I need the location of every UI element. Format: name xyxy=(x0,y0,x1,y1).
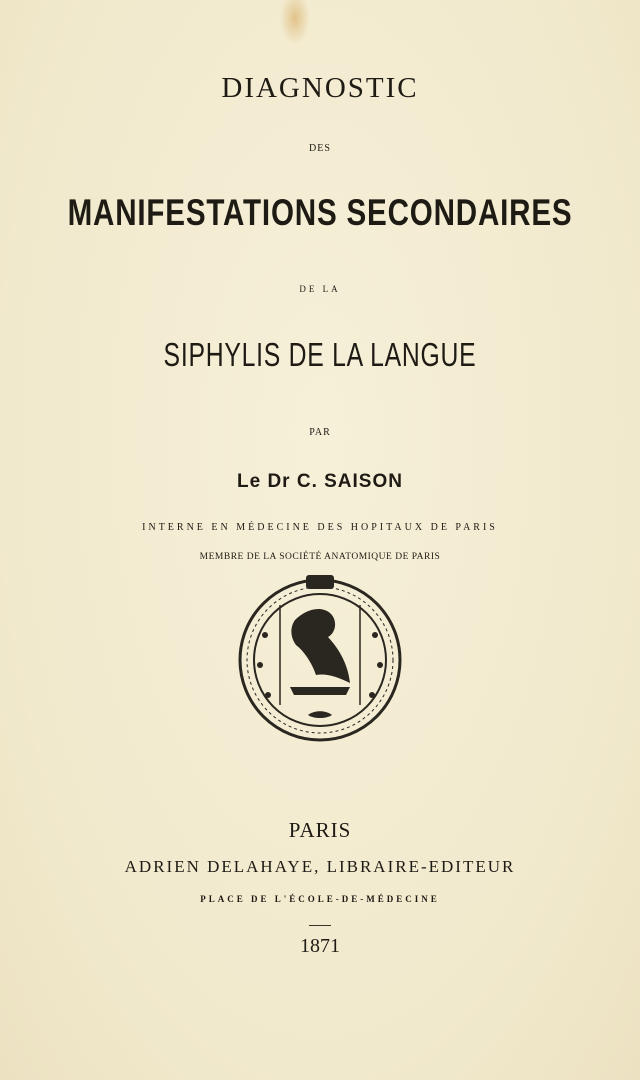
author-role-membre: MEMBRE DE LA SOCIÉTÉ ANATOMIQUE DE PARIS xyxy=(199,552,441,562)
divider-dash xyxy=(309,925,331,926)
title-line-des: DES xyxy=(309,143,331,154)
publication-city: PARIS xyxy=(288,818,352,842)
publication-year: 1871 xyxy=(300,935,340,957)
title-line-manifestations: MANIFESTATIONS SECONDAIRES xyxy=(67,192,573,233)
title-line-de-la: DE LA xyxy=(299,284,341,294)
author-role-interne: INTERNE EN MÉDECINE DES HOPITAUX DE PARIS xyxy=(142,522,498,533)
author-name: Le Dr C. SAISON xyxy=(237,471,403,492)
title-line-siphylis: SIPHYLIS DE LA LANGUE xyxy=(163,336,477,373)
paper-stain xyxy=(280,0,310,45)
title-line-diagnostic: DIAGNOSTIC xyxy=(221,72,419,104)
publisher-address: PLACE DE L'ÉCOLE-DE-MÉDECINE xyxy=(200,894,440,904)
par-label: PAR xyxy=(309,427,331,438)
library-stamp-eagle-icon xyxy=(220,565,420,765)
publisher-name: ADRIEN DELAHAYE, LIBRAIRE-EDITEUR xyxy=(124,857,516,876)
